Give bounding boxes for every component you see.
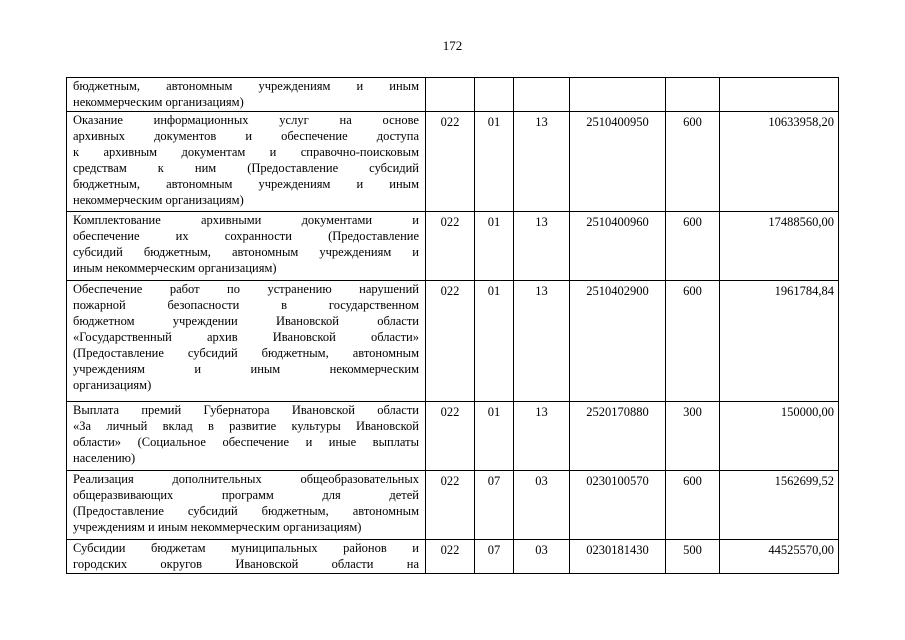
amount-cell: 17488560,00 (720, 212, 839, 281)
description-line: субсидий бюджетным, автономным учреждениям и (73, 245, 419, 259)
description-line: городских округов Ивановской области на (73, 557, 419, 571)
grbs-cell: 022 (426, 281, 475, 402)
description-line: Выплата премий Губернатора Ивановской области (73, 403, 419, 417)
description-line: «За личный вклад в развитие культуры Ивановской (73, 419, 419, 433)
description-line: средствам к ним (Предоставление субсидий (73, 161, 419, 175)
table-row (67, 281, 839, 402)
target-article-cell: 0230100570 (570, 471, 666, 540)
description-line: бюджетным, автономным учреждениям и иным (73, 177, 419, 191)
grbs-cell: 022 (426, 212, 475, 281)
expense-type-cell: 600 (666, 281, 720, 402)
expense-type-cell: 300 (666, 402, 720, 471)
description-line: Оказание информационных услуг на основе (73, 113, 419, 127)
grbs-cell (426, 78, 475, 112)
description-line: (Предоставление субсидий бюджетным, автономным (73, 346, 419, 360)
description-line: (Предоставление субсидий бюджетным, автономным (73, 504, 419, 518)
description-line: архивных документов и обеспечение доступа (73, 129, 419, 143)
description-line: Субсидии бюджетам муниципальных районов и (73, 541, 419, 555)
table-row (67, 540, 839, 574)
subsection-cell: 03 (514, 471, 570, 540)
grbs-cell: 022 (426, 402, 475, 471)
section-cell: 01 (475, 402, 514, 471)
grbs-cell: 022 (426, 471, 475, 540)
grbs-cell: 022 (426, 540, 475, 574)
description-line: иным некоммерческим организациям) (73, 261, 277, 275)
description-line: к архивным документам и справочно-поисковым (73, 145, 419, 159)
description-line: бюджетном учреждении Ивановской области (73, 314, 419, 328)
expense-type-cell: 600 (666, 212, 720, 281)
table-row (67, 402, 839, 471)
description-line: населению) (73, 451, 136, 465)
target-article-cell: 2510400960 (570, 212, 666, 281)
table-row (67, 212, 839, 281)
expense-type-cell: 600 (666, 112, 720, 212)
grbs-cell: 022 (426, 112, 475, 212)
subsection-cell: 13 (514, 112, 570, 212)
amount-cell (720, 78, 839, 112)
section-cell: 01 (475, 281, 514, 402)
table-row (67, 112, 839, 212)
description-line: учреждениям и иным некоммерческим (73, 362, 419, 376)
description-line: Комплектование архивными документами и (73, 213, 419, 227)
subsection-cell: 13 (514, 212, 570, 281)
description-line: некоммерческим организациям) (73, 95, 244, 109)
target-article-cell: 0230181430 (570, 540, 666, 574)
description-cell (67, 402, 426, 471)
section-cell: 01 (475, 212, 514, 281)
page-number: 172 (442, 38, 463, 53)
description-line: Реализация дополнительных общеобразовательных (73, 472, 419, 486)
section-cell: 07 (475, 540, 514, 574)
description-cell (67, 471, 426, 540)
target-article-cell: 2510400950 (570, 112, 666, 212)
description-line: организациям) (73, 378, 152, 392)
amount-cell: 1961784,84 (720, 281, 839, 402)
description-line: «Государственный архив Ивановской области» (73, 330, 419, 344)
section-cell: 01 (475, 112, 514, 212)
amount-cell: 10633958,20 (720, 112, 839, 212)
expense-type-cell (666, 78, 720, 112)
table-row (67, 78, 839, 112)
description-line: области» (Социальное обеспечение и иные выплаты (73, 435, 419, 449)
description-line: бюджетным, автономным учреждениям и иным (73, 79, 419, 93)
expense-type-cell: 500 (666, 540, 720, 574)
description-cell (67, 78, 426, 112)
description-line: некоммерческим организациям) (73, 193, 244, 207)
description-line: Обеспечение работ по устранению нарушений (73, 282, 419, 296)
section-cell (475, 78, 514, 112)
description-cell (67, 540, 426, 574)
description-line: учреждениям и иным некоммерческим организациям) (73, 520, 362, 534)
amount-cell: 44525570,00 (720, 540, 839, 574)
expense-type-cell: 600 (666, 471, 720, 540)
subsection-cell (514, 78, 570, 112)
section-cell: 07 (475, 471, 514, 540)
target-article-cell: 2510402900 (570, 281, 666, 402)
target-article-cell (570, 78, 666, 112)
table-row (67, 471, 839, 540)
description-line: общеразвивающих программ для детей (73, 488, 419, 502)
amount-cell: 150000,00 (720, 402, 839, 471)
budget-table (66, 77, 839, 574)
description-line: обеспечение их сохранности (Предоставление (73, 229, 419, 243)
description-line: пожарной безопасности в государственном (73, 298, 419, 312)
subsection-cell: 03 (514, 540, 570, 574)
subsection-cell: 13 (514, 281, 570, 402)
subsection-cell: 13 (514, 402, 570, 471)
description-cell (67, 212, 426, 281)
amount-cell: 1562699,52 (720, 471, 839, 540)
description-cell (67, 112, 426, 212)
description-cell (67, 281, 426, 402)
target-article-cell: 2520170880 (570, 402, 666, 471)
